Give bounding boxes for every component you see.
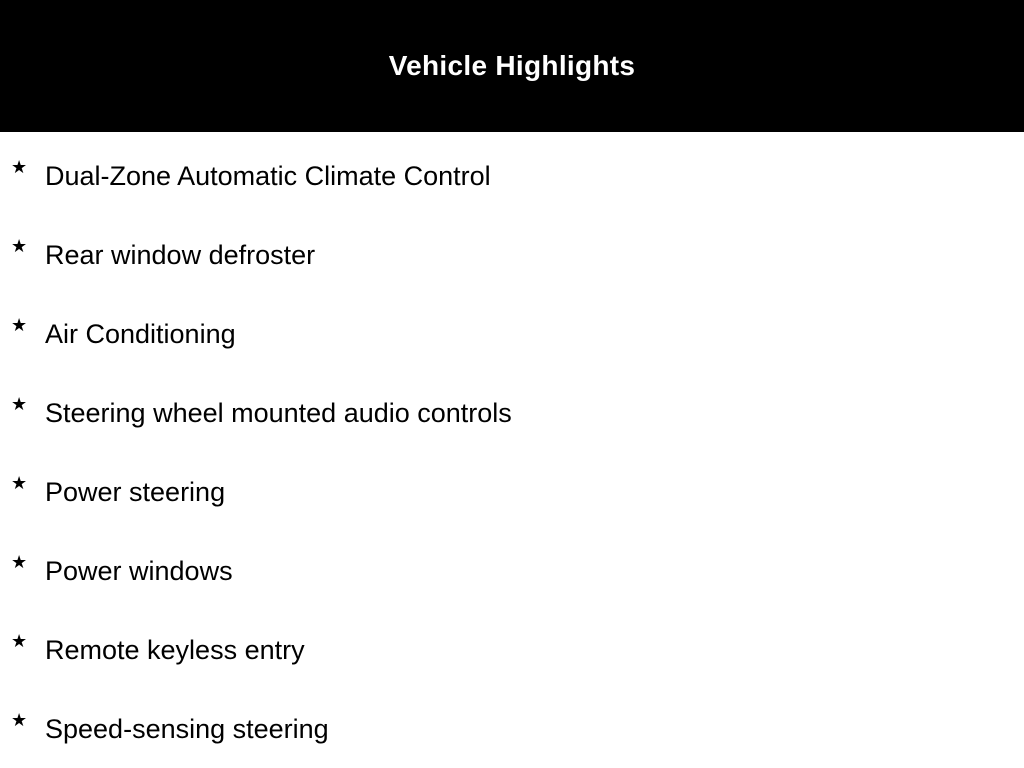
star-icon: ★: [11, 710, 28, 731]
highlight-label: Speed-sensing steering: [45, 714, 329, 744]
star-icon: ★: [11, 631, 28, 652]
star-icon: ★: [11, 394, 28, 415]
highlight-label: Air Conditioning: [45, 319, 236, 349]
page-title: Vehicle Highlights: [388, 50, 636, 81]
list-item: [0, 705, 1024, 745]
star-icon: ★: [11, 552, 28, 573]
list-item: [0, 547, 1024, 587]
list-item: [0, 310, 1024, 350]
highlight-label: Dual-Zone Automatic Climate Control: [45, 161, 491, 191]
header-banner: [0, 0, 1024, 132]
list-item: [0, 626, 1024, 666]
highlight-label: Rear window defroster: [45, 240, 316, 270]
highlight-label: Steering wheel mounted audio controls: [45, 398, 512, 428]
list-item: [0, 152, 1024, 192]
highlight-label: Power windows: [45, 556, 233, 586]
star-icon: ★: [11, 157, 28, 178]
star-icon: ★: [11, 236, 28, 257]
highlight-label: Power steering: [45, 477, 226, 507]
list-item: [0, 468, 1024, 508]
list-item: [0, 231, 1024, 271]
star-icon: ★: [11, 473, 28, 494]
list-item: [0, 389, 1024, 429]
star-icon: ★: [11, 315, 28, 336]
highlight-label: Remote keyless entry: [45, 635, 305, 665]
